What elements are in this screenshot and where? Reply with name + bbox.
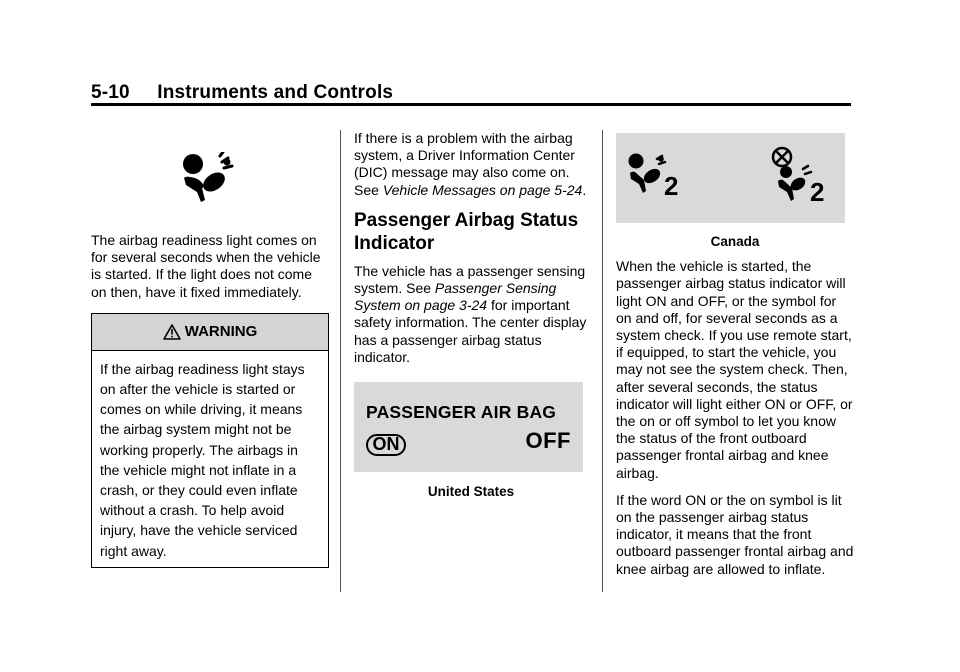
status-paragraph-1: When the vehicle is started, the passenger airbag status indicator will light ON and OFF, or the symbol for on and off, for several seconds as a system check. If you use remote start, if equipped, to start the vehicle, you may not see the system check. Then, after several seconds, the status indicator will light either ON or OFF, or the on or off symbol to let you know the status of the front outboard passenger frontal airbag and knee airbag. [616,258,853,481]
dic-text-a: If there is a problem with the airbag system, a Driver Information Center (DIC) message may also come on. See [354,130,575,198]
warning-box [91,313,329,568]
airbag-readiness-icon [180,152,242,208]
dic-paragraph [354,130,588,199]
page-header [91,82,851,104]
warning-triangle-icon [163,324,181,340]
column-left [91,130,331,568]
airbag-paragraph: The airbag readiness light comes on for several seconds when the vehicle is started. If the light does not come on then, have it fixed immediately. [91,232,321,300]
header-rule [91,103,851,106]
us-caption: United States [427,484,515,500]
us-indicator-panel [354,382,583,472]
us-indicator-title: PASSENGER AIR BAG [366,402,557,423]
sensing-text-a: The vehicle has a passenger sensing system. See [354,262,586,297]
passenger-sensing-link[interactable]: Passenger Sensing System on page 3-24 [354,280,557,314]
sensing-text-b: for important safety information. The center display has a passenger airbag status indicator. [354,297,587,365]
column-middle [354,130,588,500]
dic-text-b: . [582,181,587,198]
sensing-paragraph [354,263,588,366]
canada-caption: Canada [710,234,760,249]
us-indicator-on: ON [366,434,406,456]
warning-header [92,314,328,351]
column-right [616,130,854,588]
airbag-icon-container [91,130,331,230]
column-divider [602,130,603,592]
off-icon-number: 2 [810,177,825,205]
page-title: 5-10 Instruments and Controls [91,82,394,103]
passenger-airbag-on-icon [626,151,696,211]
canada-indicator-panel [616,133,845,223]
warning-label: WARNING [184,323,258,341]
passenger-airbag-off-icon [766,145,836,205]
column-divider [340,130,341,592]
us-indicator-off: OFF [525,428,571,454]
warning-text: If the airbag readiness light stays on after the vehicle is started or comes on while driving, it means the airbag system might not be working properly. The airbags in the vehicle might not inflate in a crash, or they could even inflate without a crash. To help avoid injury, have the vehicle serviced right away. [100,360,305,559]
status-paragraph-2: If the word ON or the on symbol is lit on the passenger airbag status indicator, it means that the front outboard passenger frontal airbag and knee airbag are allowed to inflate. [616,491,854,577]
vehicle-messages-link[interactable]: Vehicle Messages on page 5-24 [382,181,583,198]
section-title: Passenger Airbag Status Indicator [354,209,579,254]
on-icon-number: 2 [664,171,679,201]
